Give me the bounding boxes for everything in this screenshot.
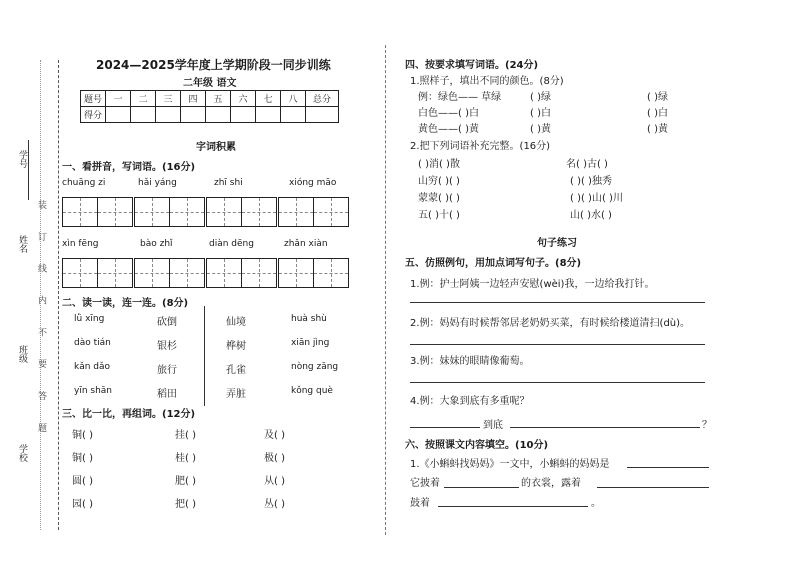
writing-grid[interactable] [134, 197, 205, 227]
s6-q1b: 它披着 [410, 478, 440, 489]
compare-item[interactable]: 从( ) [264, 476, 285, 487]
writing-grid[interactable] [206, 197, 277, 227]
pinyin-label: xìn fēng [62, 239, 99, 249]
writing-grid[interactable] [278, 258, 349, 288]
grade-subject: 二年级 语文 [183, 78, 237, 89]
match-pinyin: lǜ xīng [74, 314, 105, 324]
pinyin-label: zhī shi [214, 178, 243, 188]
answer-line[interactable] [410, 382, 705, 383]
s2-title: 二、读一读，连一连。(8分) [62, 298, 189, 309]
score-header-cell: 二 [131, 91, 156, 107]
s1-title: 一、看拼音，写词语。(16分) [62, 162, 196, 173]
score-cell[interactable] [181, 107, 206, 123]
match-word[interactable]: 弄脏 [226, 389, 246, 400]
pinyin-label: hǎi yáng [138, 178, 177, 188]
score-cell[interactable] [106, 107, 131, 123]
exam-title: 2024—2025学年度上学期阶段一同步训练 [96, 58, 331, 72]
match-pinyin: huà shù [291, 314, 327, 324]
s4-q2: 2.把下列词语补充完整。(16分) [410, 141, 551, 152]
pinyin-label: diàn dēng [209, 239, 254, 249]
writing-grid[interactable] [278, 197, 349, 227]
compare-item[interactable]: 丛( ) [264, 499, 285, 510]
answer-line[interactable] [627, 467, 709, 468]
color-item[interactable]: 例：绿色—— 草绿 [418, 92, 502, 103]
match-word[interactable]: 银杉 [157, 341, 177, 352]
match-pinyin: nòng zāng [291, 362, 339, 372]
school-label: 学校 [17, 444, 27, 462]
color-item[interactable]: ( )白 [647, 108, 668, 119]
color-item[interactable]: ( )黄 [530, 124, 551, 135]
s5-title: 五、仿照例句，用加点词写句子。(8分) [405, 258, 582, 269]
s6-q1c: 的衣裳，露着 [521, 478, 581, 489]
s6-q1d: 鼓着 [410, 498, 430, 509]
color-item[interactable]: ( )白 [530, 108, 551, 119]
pinyin-label: chuāng zi [62, 178, 106, 188]
answer-line[interactable] [438, 506, 588, 507]
answer-line[interactable] [597, 487, 709, 488]
writing-grid[interactable] [134, 258, 205, 288]
score-row-label: 得分 [81, 107, 106, 123]
s6-q1a: 1.《小蝌蚪找妈妈》一文中，小蝌蚪的妈妈是 [410, 459, 610, 470]
s3-title: 三、比一比，再组词。(12分) [62, 409, 196, 420]
idiom-item[interactable]: 五( )十( ) [418, 210, 460, 221]
score-cell[interactable] [131, 107, 156, 123]
page-divider [385, 45, 386, 535]
match-pinyin: kǎn dǎo [74, 362, 111, 372]
s2-divider [204, 306, 205, 406]
score-cell[interactable] [156, 107, 181, 123]
idiom-item[interactable]: 名( )古( ) [566, 159, 608, 170]
match-pinyin: kǒng què [291, 386, 333, 396]
class-label: 班级 [17, 345, 27, 363]
section-words-heading: 字词积累 [196, 142, 236, 153]
binding-line [58, 60, 59, 530]
score-cell[interactable] [306, 107, 339, 123]
color-item[interactable]: 白色——( )白 [418, 108, 479, 119]
score-header-cell: 题号 [81, 91, 106, 107]
color-item[interactable]: 黄色——( )黄 [418, 124, 479, 135]
score-cell[interactable] [256, 107, 281, 123]
pinyin-label: xióng māo [289, 178, 337, 188]
match-pinyin: yīn shān [74, 386, 113, 396]
s5-q4: 4.例：大象到底有多重呢？ [410, 396, 530, 407]
match-word[interactable]: 稻田 [157, 389, 177, 400]
score-header-cell: 一 [106, 91, 131, 107]
s6-title: 六、按照课文内容填空。(10分) [405, 440, 549, 451]
compare-item[interactable]: 铜( ) [72, 430, 93, 441]
writing-grid[interactable] [62, 258, 133, 288]
idiom-item[interactable]: ( )( )独秀 [570, 176, 612, 187]
s5-q2: 2.例：妈妈有时候帮邻居老奶奶买菜，有时候给楼道清扫(dù)。 [410, 318, 691, 329]
pinyin-label: bào zhǐ [140, 239, 173, 249]
compare-item[interactable]: 挂( ) [175, 430, 196, 441]
compare-item[interactable]: 圆( ) [72, 476, 93, 487]
answer-line[interactable] [410, 302, 705, 303]
score-cell[interactable] [281, 107, 306, 123]
score-table [80, 90, 339, 123]
match-pinyin: xiān jìng [291, 338, 330, 348]
compare-item[interactable]: 把( ) [175, 499, 196, 510]
score-header-cell: 总分 [306, 91, 339, 107]
score-cell[interactable] [206, 107, 231, 123]
compare-item[interactable]: 园( ) [72, 499, 93, 510]
s5-q1: 1.例：护士阿姨一边轻声安慰(wèi)我，一边给我打针。 [410, 279, 655, 290]
answer-line[interactable] [410, 344, 705, 345]
compare-item[interactable]: 极( ) [264, 453, 285, 464]
color-item[interactable]: ( )绿 [530, 92, 551, 103]
name-label: 姓名 [17, 235, 27, 253]
match-word[interactable]: 桦树 [226, 341, 246, 352]
score-header-cell: 四 [181, 91, 206, 107]
score-header-cell: 三 [156, 91, 181, 107]
match-pinyin: dào tián [74, 338, 111, 348]
idiom-item[interactable]: 山穷( )( ) [418, 176, 460, 187]
compare-item[interactable]: 铜( ) [72, 453, 93, 464]
s5-q4-mid: 到底 [483, 420, 503, 431]
score-header-cell: 五 [206, 91, 231, 107]
score-header-cell: 八 [281, 91, 306, 107]
idiom-item[interactable]: 蒙蒙( )( ) [418, 193, 460, 204]
match-word[interactable]: 孔雀 [226, 365, 246, 376]
score-header-row [81, 91, 339, 107]
color-item[interactable]: ( )绿 [647, 92, 668, 103]
writing-grid[interactable] [62, 197, 133, 227]
idiom-item[interactable]: 山( )水( ) [570, 210, 612, 221]
section-sentence-heading: 句子练习 [537, 238, 577, 249]
s4-q1: 1.照样子，填出不同的颜色。(8分) [410, 76, 564, 87]
score-header-cell: 六 [231, 91, 256, 107]
color-item[interactable]: ( )黄 [647, 124, 668, 135]
writing-grid[interactable] [206, 258, 277, 288]
seal-line-text: 装 订 线 内 不 要 答 题 [36, 200, 46, 443]
student-id-label: 学号 [17, 150, 27, 168]
match-word[interactable]: 旅行 [157, 365, 177, 376]
compare-item[interactable]: 及( ) [264, 430, 285, 441]
pinyin-label: zhǎn xiàn [284, 239, 328, 249]
s4-title: 四、按要求填写词语。(24分) [405, 60, 539, 71]
idiom-item[interactable]: ( )消( )散 [418, 159, 460, 170]
score-cell[interactable] [231, 107, 256, 123]
idiom-item[interactable]: ( )( )山( )川 [570, 193, 623, 204]
compare-item[interactable]: 肥( ) [175, 476, 196, 487]
s5-q4-end: ？ [702, 420, 712, 431]
answer-line[interactable] [410, 427, 480, 428]
student-id-line [28, 140, 29, 200]
compare-item[interactable]: 桂( ) [175, 453, 196, 464]
match-word[interactable]: 仙境 [226, 317, 246, 328]
score-header-cell: 七 [256, 91, 281, 107]
s6-q1-end: 。 [591, 498, 601, 509]
answer-line[interactable] [510, 427, 700, 428]
score-row [81, 107, 339, 123]
match-word[interactable]: 砍倒 [157, 317, 177, 328]
answer-line[interactable] [444, 487, 519, 488]
s5-q3: 3.例：妹妹的眼睛像葡萄。 [410, 356, 530, 367]
